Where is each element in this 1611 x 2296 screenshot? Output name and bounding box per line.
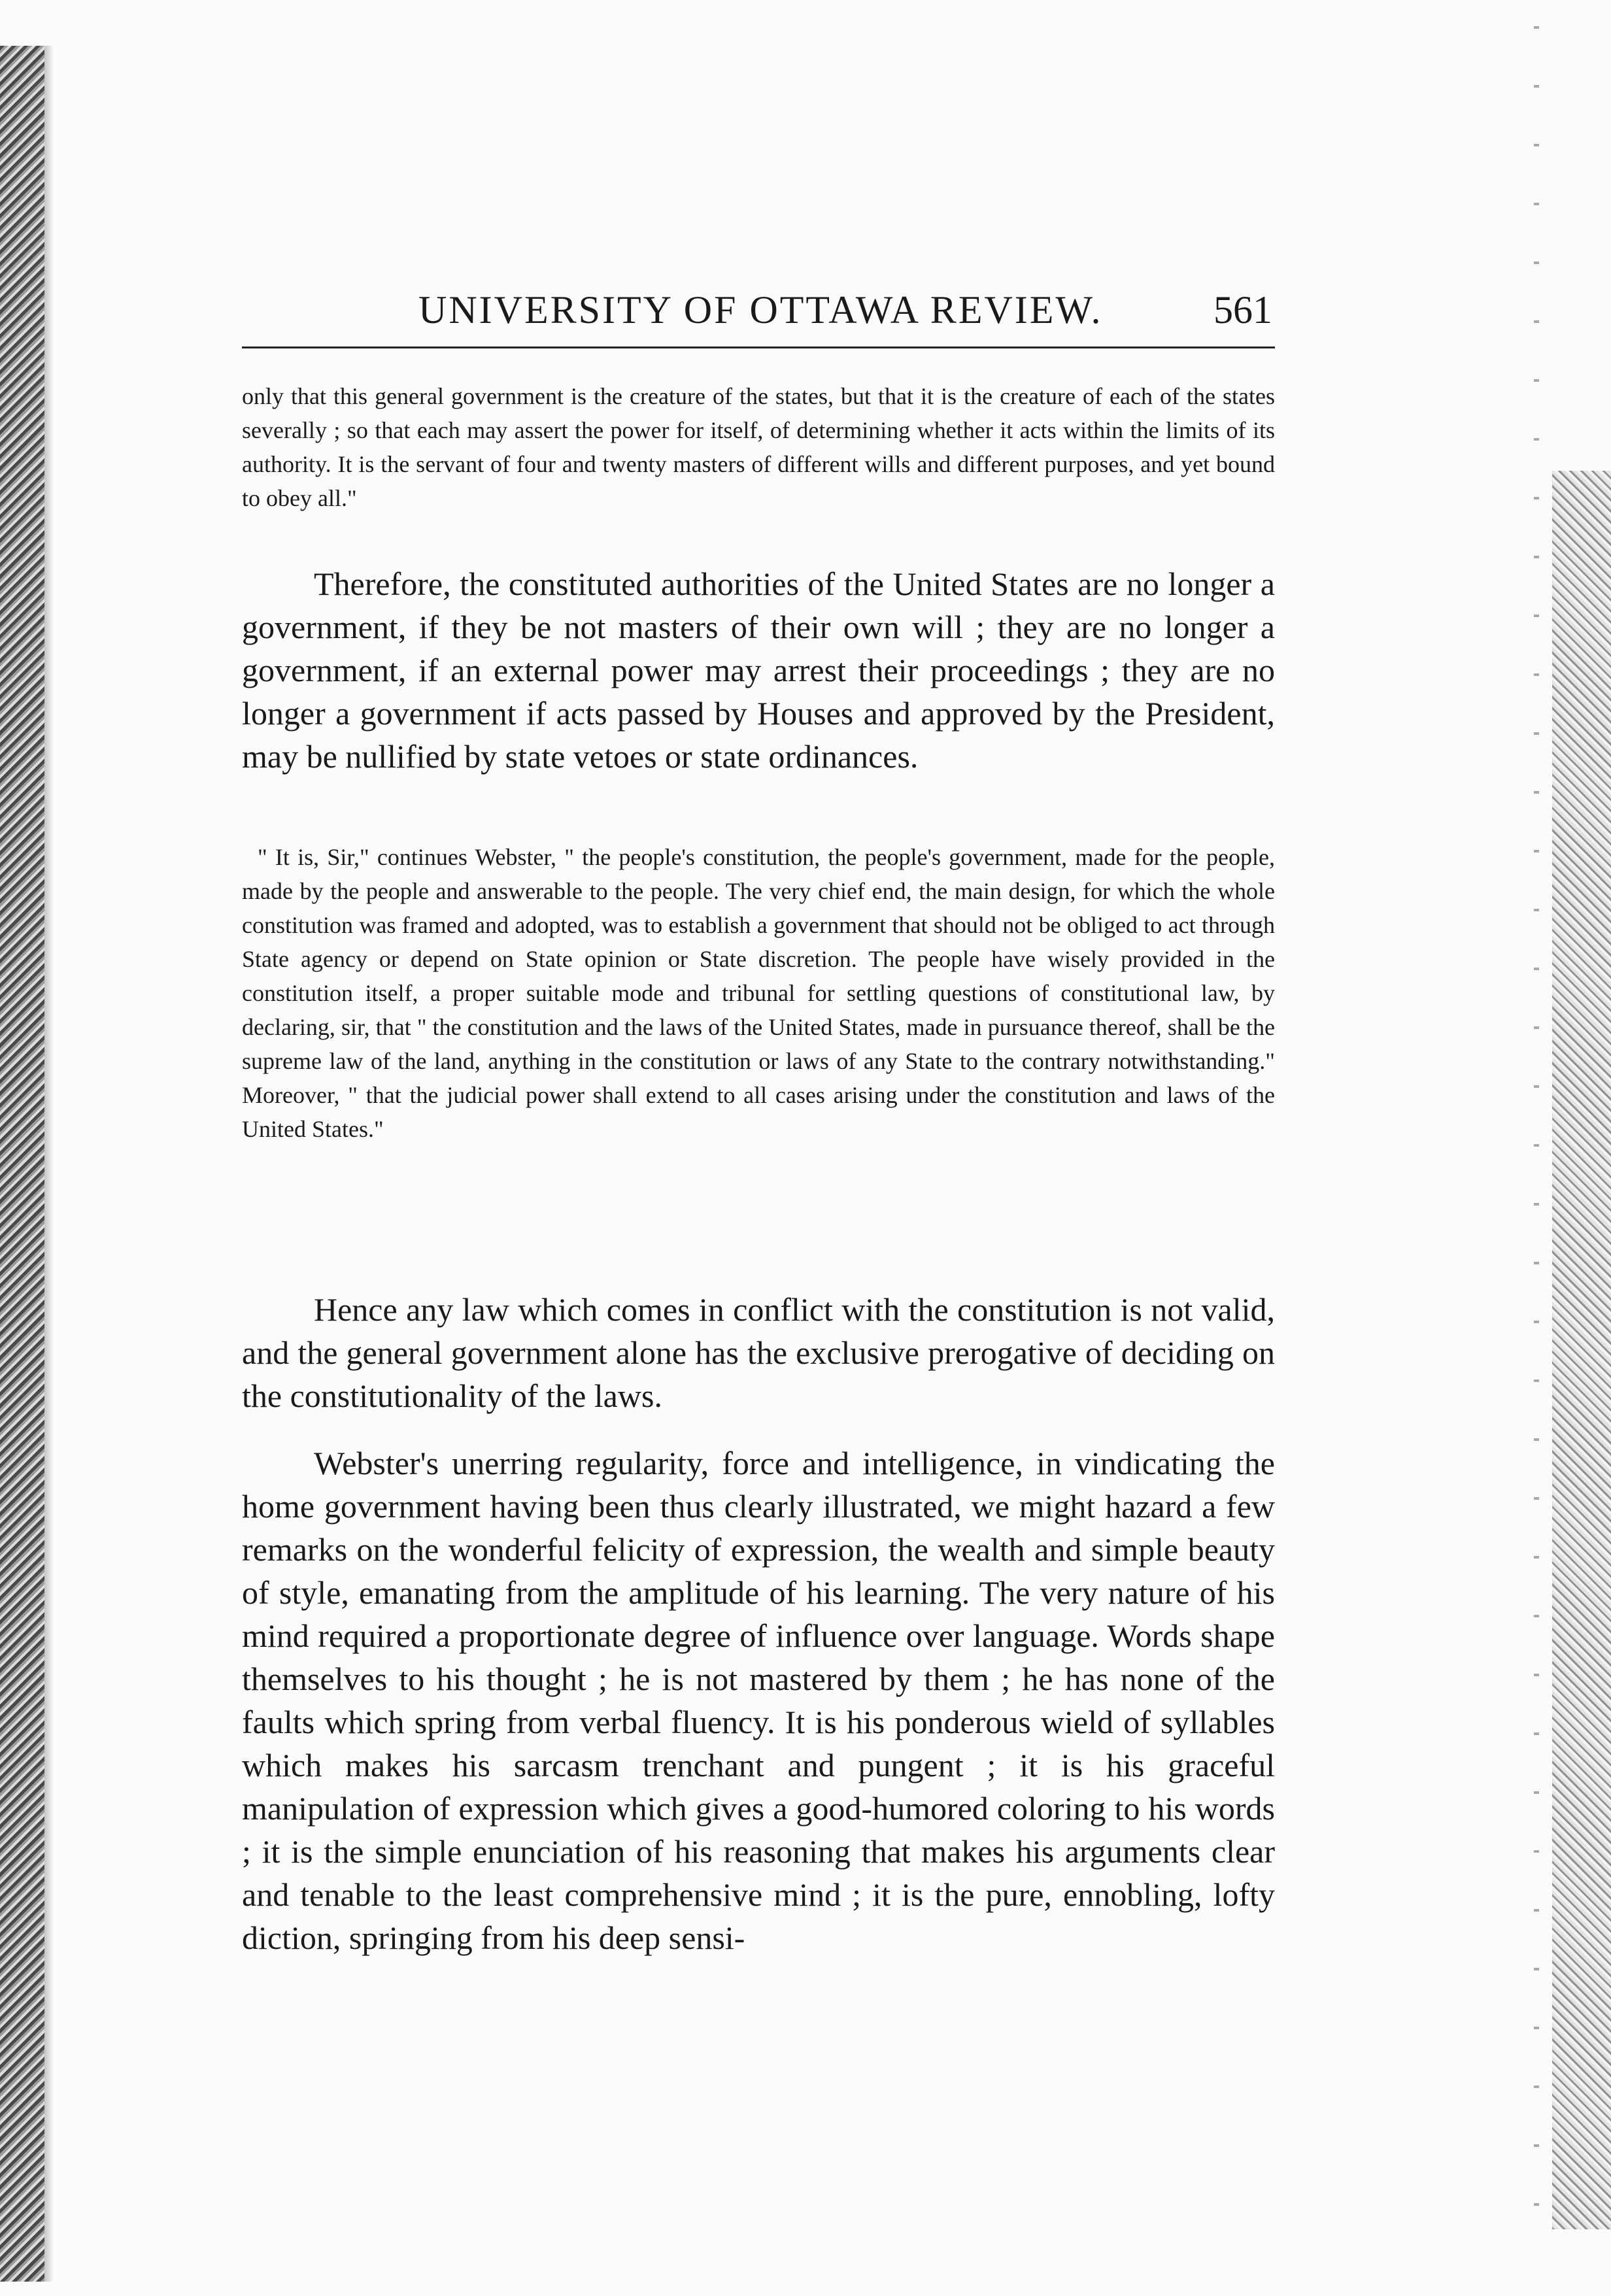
body-paragraph-style: Webster's unerring regularity, force and intelligence, in vindicating the home government having been thus clearly illustrated, we might hazard a few remarks on the wonderful felicity of expression, the wealth and simple beauty of style, emanating from the amplitude of his learning. The very nature of his mind required a proportionate degree of influence over language. Words shape themselves to his thought ; he is not mastered by them ; he has none of the faults which spring from verbal fluency. It is his ponderous wield of syllables which makes his sarcasm trenchant and pungent ; it is his graceful manipulation of expression which gives a good-humored coloring to his words ; it is the simple enunciation of his reasoning that makes his arguments clear and tenable to the least comprehensive mind ; it is the pure, ennobling, lofty diction, springing from his deep sensi- [242, 1445, 1275, 1956]
body-paragraph-hence: Hence any law which comes in conflict with the constitution is not valid, and the general government alone has the exclusive prerogative of deciding on the constitutionality of the laws. [242, 1291, 1275, 1414]
webster-quote: " It is, Sir," continues Webster, " the people's constitution, the people's government, made for the people, made by the people and answerable to the people. The very chief end, the main design, for which the whole constitution was framed and adopted, was to establish a government that should not be obliged to act through State agency or depend on State opinion or State discretion. The people have wisely provided in the constitution itself, a proper suitable mode and tribunal for settling questions of constitutional law, by declaring, sir, that " the constitution and the laws of the United States, made in pursuance thereof, shall be the supreme law of the land, anything in the constitution or laws of any State to the contrary notwithstanding." Moreover, " that the judicial power shall extend to all cases arising under the constitution and laws of the United States." [242, 844, 1275, 1142]
body-paragraph-therefore: Therefore, the constituted authorities of the United States are no longer a government, if they be not masters of their own will ; they are no longer a government, if an external power may arrest their proceedings ; they are no longer a government if acts passed by Houses and approved by the President, may be nullified by state vetoes or state ordinances. [242, 566, 1275, 775]
scan-specks [1534, 26, 1539, 2249]
page-edge [1552, 471, 1611, 2229]
binding-edge [0, 46, 44, 2282]
running-head [242, 288, 1275, 348]
page-number: 561 [1213, 288, 1272, 331]
quote-continuation: only that this general government is the creature of the states, but that it is the creature of each of the states severally ; so that each may assert the power for itself, of determining whether it acts within the limits of its authority. It is the servant of four and twenty masters of different wills and different purposes, and yet bound to obey all." [242, 383, 1275, 511]
journal-title: UNIVERSITY OF OTTAWA REVIEW. [418, 288, 1103, 331]
